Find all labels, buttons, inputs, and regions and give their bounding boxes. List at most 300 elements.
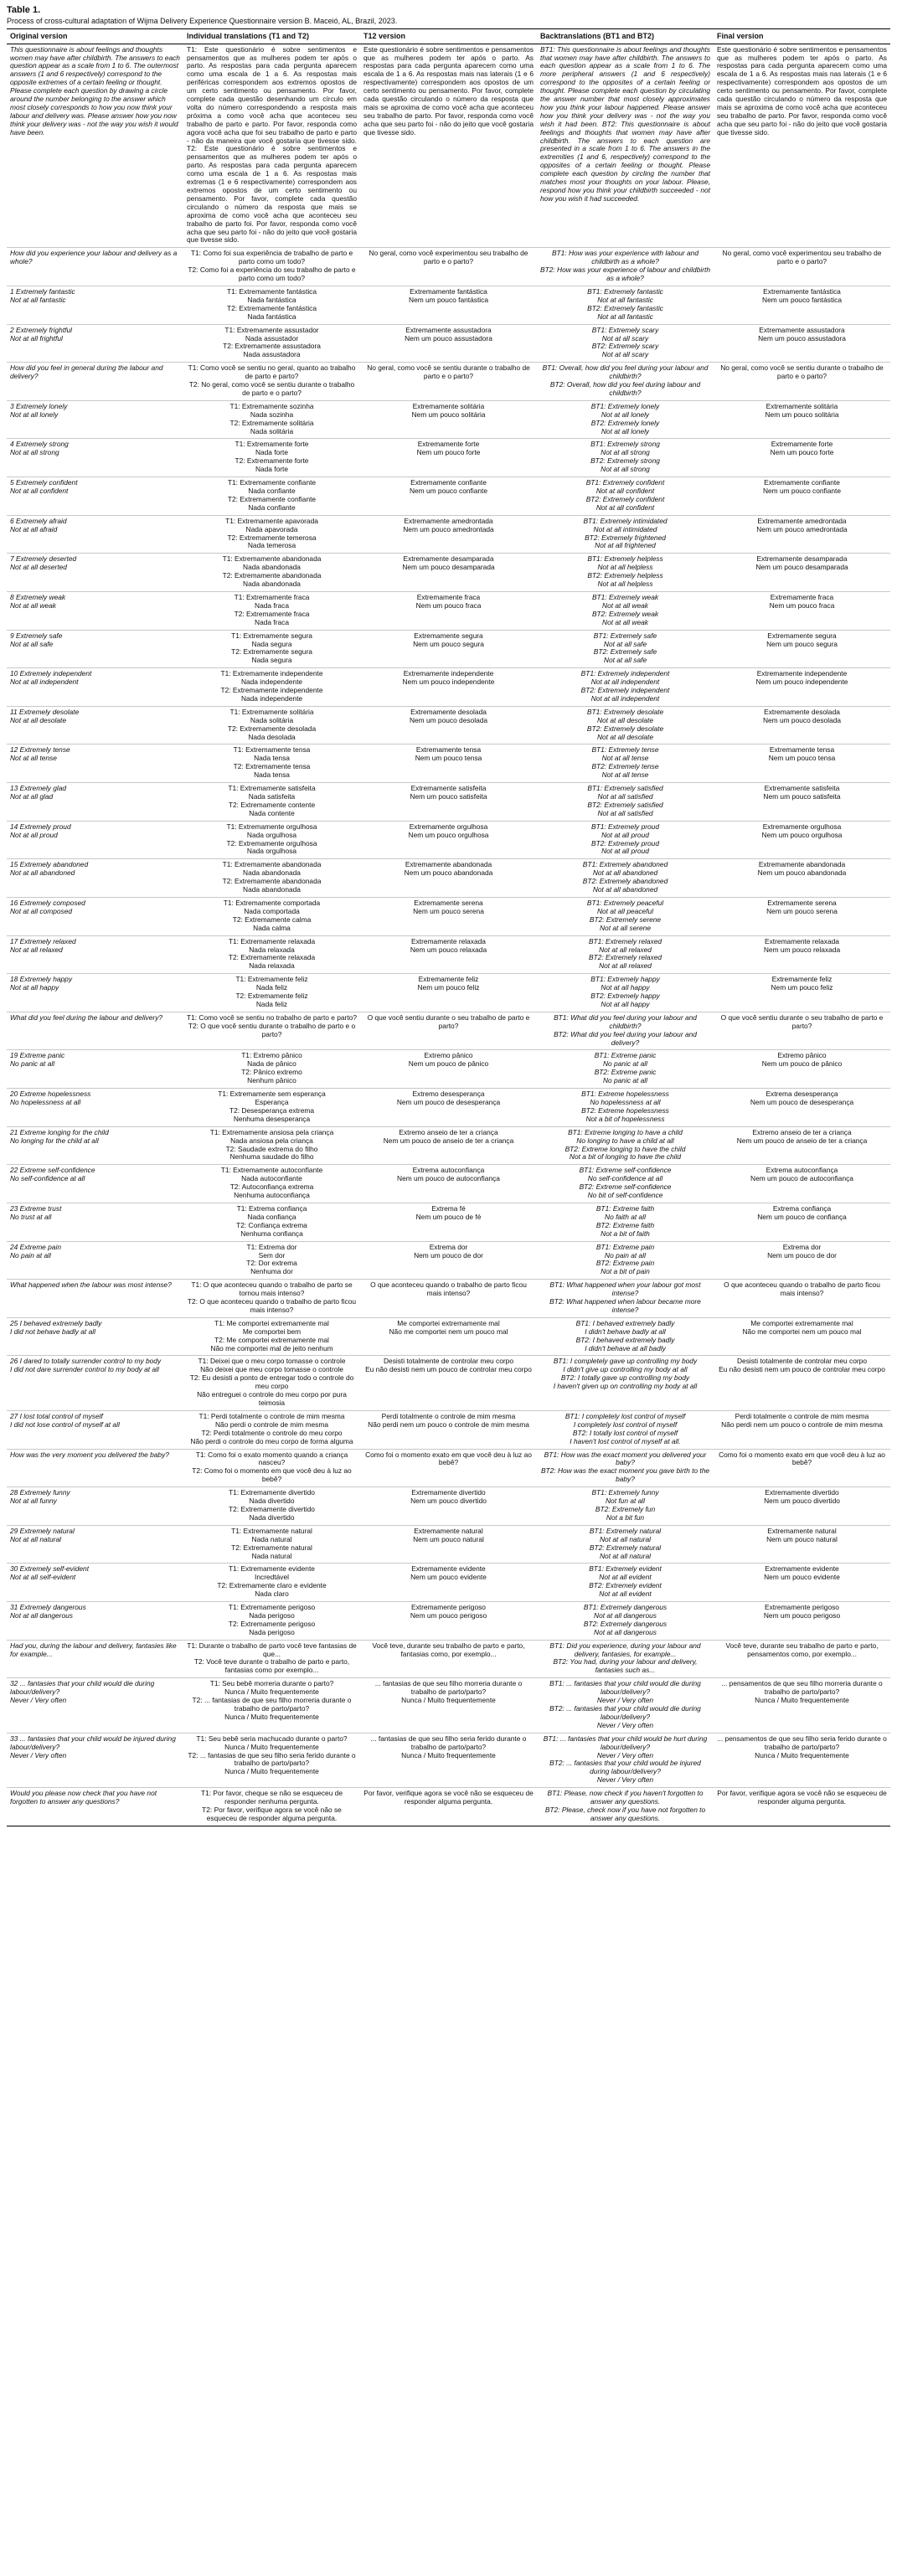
- question-row: [7, 1640, 890, 1678]
- cell-line: T2: Extremamente independente: [220, 686, 323, 695]
- cell-line: T2: O que você sentiu durante o trabalho de parto e o parto?: [188, 1021, 356, 1038]
- t12-cell: [360, 1788, 537, 1826]
- cell-line: Not at all desolate: [10, 715, 67, 724]
- cell-line: Nada ansiosa pela criança: [230, 1136, 313, 1145]
- cell-line: Extremamente relaxada: [765, 936, 839, 945]
- cell-line: T2: Pânico extremo: [241, 1068, 302, 1077]
- item-row: [7, 477, 890, 516]
- translation-cell: [183, 1564, 360, 1602]
- cell-line: 19 Extreme panic: [10, 1051, 65, 1060]
- backtranslation-cell: [537, 477, 714, 516]
- cell-line: 9 Extremely safe: [10, 631, 63, 640]
- item-row: [7, 668, 890, 707]
- cell-line: Not at all abandoned: [592, 868, 658, 878]
- cell-line: BT2: How was the exact moment you gave birth to the baby?: [540, 1466, 710, 1484]
- final-cell: [714, 44, 890, 248]
- table-body: [7, 44, 890, 1826]
- translation-cell: [183, 1788, 360, 1826]
- cell-line: No bit of self-confidence: [587, 1191, 663, 1200]
- cell-line: Not at all natural: [10, 1534, 61, 1543]
- cell-line: T2: Extremamente calma: [232, 914, 312, 924]
- item-row: [7, 1410, 890, 1449]
- cell-line: Never / Very often: [596, 1750, 654, 1759]
- translation-cell: [183, 744, 360, 783]
- cell-line: T1: Extremamente fraca: [234, 592, 310, 601]
- cell-line: Nem um pouco serena: [413, 906, 484, 915]
- original-cell: [7, 821, 183, 859]
- cell-line: Nem um pouco natural: [413, 1534, 484, 1543]
- cell-line: Nem um pouco tensa: [768, 754, 836, 763]
- cell-line: Nada orgulhosa: [246, 847, 297, 856]
- cell-line: T1: Perdi totalmente o controle de mim mesma: [198, 1411, 345, 1420]
- t12-cell: [360, 1241, 537, 1280]
- final-cell: [714, 324, 890, 363]
- cell-line: Extremamente satisfeita: [410, 784, 487, 793]
- backtranslation-cell: [537, 1640, 714, 1678]
- cell-line: T1: Por favor, cheque se não se esqueceu de responder nenhuma pergunta.: [200, 1789, 343, 1806]
- t12-cell: [360, 1678, 537, 1733]
- cell-line: Extremo pânico: [777, 1051, 827, 1060]
- cell-line: 17 Extremely relaxed: [10, 936, 76, 945]
- t12-cell: [360, 668, 537, 707]
- cell-line: 1 Extremely fantastic: [10, 286, 75, 296]
- cell-line: Not at all abandoned: [592, 885, 658, 894]
- original-cell: [7, 1089, 183, 1127]
- item-row: [7, 554, 890, 592]
- item-row: [7, 1165, 890, 1203]
- cell-line: Nem um pouco perigoso: [410, 1610, 487, 1620]
- cell-line: Not at all confident: [595, 502, 655, 512]
- translation-cell: [183, 477, 360, 516]
- cell-line: Extremamente solitária: [412, 401, 485, 410]
- item-row: [7, 974, 890, 1012]
- item-row: [7, 400, 890, 439]
- original-cell: [7, 630, 183, 668]
- cell-line: Nem um pouco orgulhosa: [408, 830, 489, 839]
- cell-line: T1: Extremamente comportada: [223, 898, 321, 907]
- cell-line: Nem um pouco segura: [766, 639, 838, 648]
- final-cell: [714, 1126, 890, 1165]
- translation-cell: [183, 1449, 360, 1487]
- cell-line: Nunca / Muito frequentemente: [224, 1687, 319, 1697]
- final-cell: [714, 1602, 890, 1641]
- item-row: [7, 630, 890, 668]
- cell-line: Not at all tense: [601, 770, 649, 780]
- cell-line: Nenhum pânico: [247, 1076, 296, 1085]
- t12-cell: [360, 400, 537, 439]
- cell-line: BT1: How was your experience with labour and childbirth as a whole?: [551, 249, 699, 266]
- cell-line: 7 Extremely deserted: [10, 554, 77, 564]
- t12-cell: [360, 1050, 537, 1089]
- translation-cell: [183, 591, 360, 630]
- cell-line: BT2: Extremely abandoned: [582, 877, 668, 886]
- t12-cell: [360, 591, 537, 630]
- cell-line: BT2: Extremely lonely: [590, 418, 660, 427]
- cell-line: BT2: Please, check now if you have not forgotten to answer any questions.: [544, 1805, 706, 1822]
- cell-line: Extremamente orgulhosa: [762, 822, 842, 831]
- cell-line: Nada solitária: [250, 715, 294, 724]
- translation-cell: [183, 821, 360, 859]
- cell-line: T1: Extremamente relaxada: [228, 936, 316, 945]
- cell-line: Extremamente evidente: [765, 1564, 839, 1574]
- table-header-row: [7, 29, 890, 44]
- backtranslation-cell: [537, 897, 714, 935]
- cell-line: Not at all relaxed: [599, 945, 652, 954]
- t12-cell: [360, 363, 537, 401]
- cell-line: Extrema confiança: [772, 1203, 832, 1213]
- item-row: [7, 1525, 890, 1564]
- cell-line: Nenhuma saudade do filho: [229, 1152, 314, 1162]
- original-cell: [7, 591, 183, 630]
- backtranslation-cell: [537, 1678, 714, 1733]
- cell-line: BT1: What did you feel during your labour and childbirth?: [554, 1012, 697, 1030]
- cell-line: Not at all independent: [10, 677, 79, 687]
- original-cell: [7, 1165, 183, 1203]
- cell-line: Extremamente tensa: [415, 745, 482, 755]
- question-row: [7, 248, 890, 286]
- cell-line: BT2: How was your experience of labour and childbirth as a whole?: [540, 265, 710, 283]
- cell-line: Not at all natural: [600, 1551, 651, 1560]
- cell-line: 28 Extremely funny: [10, 1488, 70, 1497]
- cell-line: Nem um pouco de autoconfiança: [750, 1174, 853, 1183]
- cell-line: Not at all desolate: [596, 732, 654, 741]
- final-cell: [714, 1203, 890, 1241]
- cell-line: BT2: I totally lost control of myself: [572, 1428, 678, 1437]
- cell-line: Me comportei bem: [242, 1327, 302, 1336]
- backtranslation-cell: [537, 859, 714, 898]
- cell-line: Nada perigoso: [249, 1610, 295, 1620]
- cell-line: BT2: Extremely frightened: [585, 533, 666, 542]
- final-cell: [714, 439, 890, 477]
- cell-line: Not at all lonely: [10, 410, 59, 419]
- item-row: [7, 897, 890, 935]
- cell-line: T2: Como foi o momento em que você deu à luz ao bebê?: [192, 1466, 352, 1484]
- cell-line: Nada natural: [251, 1551, 292, 1560]
- cell-line: 32 ... fantasies that your child would die during labour/delivery?: [10, 1679, 155, 1697]
- cell-line: Nem um pouco satisfeita: [410, 792, 487, 801]
- cell-line: BT1: Extremely strong: [590, 440, 660, 449]
- cell-line: ... fantasias de que seu filho morreria durante o trabalho de parto/parto?: [374, 1679, 523, 1697]
- backtranslation-cell: [537, 1449, 714, 1487]
- cell-line: No geral, como você experimentou seu trabalho de parto e o parto?: [722, 249, 882, 266]
- cell-line: Extremo anseio de ter a criança: [752, 1127, 852, 1136]
- cell-line: T2: Extremamente perigoso: [228, 1619, 316, 1628]
- final-cell: [714, 1050, 890, 1089]
- cell-line: T1: Como foi sua experiência de trabalho de parto e parto como um todo?: [190, 249, 353, 266]
- cell-line: T1: Extrema dor: [246, 1242, 297, 1251]
- cell-line: Not at all afraid: [10, 524, 58, 533]
- cell-line: Nada abandonada: [243, 563, 301, 572]
- backtranslation-cell: [537, 1733, 714, 1787]
- cell-line: Não me comportei nem um pouco mal: [742, 1327, 862, 1336]
- cell-line: How did you feel in general during the labour and delivery?: [10, 363, 163, 381]
- cell-line: BT2: I behaved extremely badly: [575, 1335, 675, 1344]
- cell-line: Nada claro: [255, 1589, 289, 1599]
- final-cell: [714, 1788, 890, 1826]
- original-cell: [7, 1525, 183, 1564]
- cell-line: BT2: You had, during your labour and delivery, fantasies such as...: [553, 1657, 698, 1675]
- cell-line: Extremamente segura: [414, 631, 483, 640]
- cell-line: Nem um pouco fantástica: [409, 295, 488, 304]
- final-cell: [714, 1317, 890, 1356]
- original-cell: [7, 363, 183, 401]
- cell-line: 29 Extremely natural: [10, 1526, 75, 1535]
- t12-cell: [360, 439, 537, 477]
- backtranslation-cell: [537, 974, 714, 1012]
- cell-line: Nada natural: [251, 1534, 292, 1543]
- cell-line: 24 Extreme pain: [10, 1242, 61, 1251]
- cell-line: Extremamente desolada: [764, 707, 840, 716]
- cell-line: BT2: What happened when labour became more intense?: [549, 1297, 701, 1314]
- t12-cell: [360, 1012, 537, 1050]
- cell-line: Nada sozinha: [250, 410, 294, 419]
- item-row: [7, 935, 890, 974]
- cell-line: Nada fantástica: [247, 295, 296, 304]
- original-cell: [7, 554, 183, 592]
- cell-line: T1: Extremamente confiante: [227, 478, 317, 487]
- cell-line: Nada divertido: [249, 1512, 295, 1522]
- cell-line: T1: Este questionário é sobre sentimentos e pensamentos que as mulheres podem ter após o parto. As respostas para cada pergunta aparecem como uma escala de 1 a 6. As respostas mais periféricas correspondem aos extremos opostos de um certo sentimento ou pensamento. Por favor, complete cada questão desenhando um círculo em volta do número correspondendo a resposta mais próxima a como você acha que aconteceu seu trabalho de parto e parto. Por favor, responda como agora você acha que foi seu trabalho de parto e parto - não da maneira que você gostaria que tivesse sido. T2: Este questionário é sobre sentimentos e pensamentos que as mulheres podem ter após o parto. As respostas para cada pergunta aparecem como uma escala de 1 a 6. As respostas mais extremas (1 e 6 respectivamente) correspondem aos extremos opostos de um certo sentimento ou pensamento. Por favor, complete cada questão circulando o número da resposta que mais se aproxima de como você acha que aconteceu seu trabalho de parto foi. Por favor, responda como você acha que seu parto foi - não do jeito que você gostaria que tivesse sido.: [187, 44, 357, 245]
- cell-line: I completely lost control of myself: [573, 1419, 678, 1429]
- cell-line: BT1: Extremely funny: [591, 1488, 659, 1497]
- original-cell: [7, 1788, 183, 1826]
- final-cell: [714, 1733, 890, 1787]
- cell-line: 15 Extremely abandoned: [10, 860, 89, 869]
- item-row: [7, 744, 890, 783]
- item-row: [7, 821, 890, 859]
- cell-line: Nada forte: [255, 448, 289, 457]
- original-cell: [7, 1050, 183, 1089]
- final-cell: [714, 668, 890, 707]
- cell-line: Nada confiante: [248, 487, 296, 496]
- cell-line: Nem um pouco amedrontada: [756, 524, 848, 533]
- backtranslation-cell: [537, 1356, 714, 1410]
- cell-line: Not at all happy: [601, 999, 650, 1008]
- cell-line: Não me comportei mal de jeito nenhum: [210, 1343, 333, 1352]
- cell-line: Not at all dangerous: [594, 1610, 657, 1620]
- cell-line: T1: Extremamente abandonada: [222, 554, 322, 564]
- cell-line: Este questionário é sobre sentimentos e pensamentos que as mulheres podem ter após o parto. As respostas para cada pergunta aparecem como uma escala de 1 a 6. As respostas mais nas laterais (1 e 6 respectivamente) correspondem aos opostos de um certo sentimento ou pensamento. Por favor, complete cada questão circulando o número da resposta que mais se aproxima de como você acha que aconteceu seu trabalho de parto. Por favor, responda como você acha que seu parto foi - não do jeito que você gostaria que tivesse sido.: [363, 44, 534, 137]
- backtranslation-cell: [537, 1203, 714, 1241]
- cell-line: Nunca / Muito frequentemente: [755, 1750, 849, 1759]
- cell-line: Not at all natural: [600, 1534, 651, 1543]
- cell-line: BT1: Extremely weak: [591, 592, 659, 601]
- item-row: [7, 1317, 890, 1356]
- cell-line: BT1: Extreme self-confidence: [579, 1166, 672, 1175]
- cell-line: T1: Extremamente divertido: [229, 1488, 315, 1497]
- cell-line: Nada solitária: [250, 426, 294, 435]
- backtranslation-cell: [537, 668, 714, 707]
- t12-cell: [360, 1089, 537, 1127]
- cell-line: 23 Extreme trust: [10, 1203, 62, 1213]
- original-cell: [7, 1449, 183, 1487]
- final-cell: [714, 706, 890, 744]
- final-cell: [714, 1165, 890, 1203]
- cell-line: What did you feel during the labour and delivery?: [10, 1012, 163, 1022]
- translation-cell: [183, 1050, 360, 1089]
- translation-cell: [183, 1487, 360, 1526]
- cell-line: Você teve, durante seu trabalho de parto e parto, fantasias como, por exemplo...: [372, 1641, 525, 1658]
- cell-line: Nada segura: [251, 639, 292, 648]
- header-individual-translations: Individual translations (T1 and T2): [183, 29, 360, 44]
- cell-line: BT1: Extreme panic: [594, 1051, 657, 1060]
- cell-line: Nada fraca: [255, 600, 289, 610]
- cell-line: 13 Extremely glad: [10, 784, 67, 793]
- cell-line: Nada fantástica: [247, 312, 296, 321]
- t12-cell: [360, 1449, 537, 1487]
- cell-line: Nada calma: [253, 923, 291, 932]
- final-cell: [714, 515, 890, 554]
- cell-line: BT2: Extreme faith: [595, 1220, 655, 1229]
- cell-line: Extremamente natural: [767, 1526, 837, 1535]
- cell-line: Nada feliz: [255, 983, 288, 992]
- cell-line: T1: Extremamente independente: [220, 669, 323, 678]
- t12-cell: [360, 1564, 537, 1602]
- final-cell: [714, 1089, 890, 1127]
- final-cell: [714, 935, 890, 974]
- translation-cell: [183, 1640, 360, 1678]
- cell-line: BT1: Extremely natural: [589, 1526, 662, 1535]
- final-cell: [714, 974, 890, 1012]
- cell-line: 14 Extremely proud: [10, 822, 71, 831]
- cell-line: No hopelessness at all: [10, 1098, 81, 1107]
- cell-line: Nem um pouco de anseio de ter a criança: [383, 1136, 514, 1145]
- cell-line: T2: Extremamente relaxada: [228, 953, 316, 962]
- cell-line: 8 Extremely weak: [10, 592, 66, 601]
- cell-line: Eu não desisti nem um pouco de controlar meu corpo: [719, 1365, 885, 1374]
- backtranslation-cell: [537, 1602, 714, 1641]
- cell-line: Nem um pouco relaxada: [410, 945, 487, 954]
- item-row: [7, 1126, 890, 1165]
- cell-line: O que aconteceu quando o trabalho de parto ficou mais intenso?: [370, 1280, 527, 1298]
- cell-line: BT2: Extremely serene: [589, 914, 662, 924]
- cell-line: 6 Extremely afraid: [10, 516, 67, 525]
- final-cell: [714, 1356, 890, 1410]
- final-cell: [714, 897, 890, 935]
- cell-line: Não perdi o controle do meu corpo de forma alguma: [190, 1436, 353, 1445]
- final-cell: [714, 591, 890, 630]
- cell-line: Desisti totalmente de controlar meu corpo: [736, 1357, 867, 1366]
- cell-line: Nem um pouco confiante: [409, 487, 488, 496]
- original-cell: [7, 1126, 183, 1165]
- cell-line: Extremamente assustadora: [759, 325, 845, 334]
- cell-line: Not at all proud: [601, 847, 649, 856]
- cell-line: Not at all abandoned: [10, 868, 75, 878]
- cell-line: T2: Por favor, verifique agora se você não se esqueceu de responder alguma pergunta.: [202, 1805, 342, 1822]
- cell-line: Não entreguei o controle do meu corpo por pura teimosia: [197, 1390, 347, 1408]
- backtranslation-cell: [537, 783, 714, 822]
- cell-line: Nem um pouco fraca: [415, 600, 482, 610]
- item-row: [7, 1564, 890, 1602]
- cell-line: BT1: Extremely fantastic: [587, 286, 663, 296]
- backtranslation-cell: [537, 821, 714, 859]
- cell-line: How was the very moment you delivered the baby?: [10, 1450, 169, 1459]
- item-row: [7, 706, 890, 744]
- cell-line: Not at all desolate: [596, 715, 654, 724]
- backtranslation-cell: [537, 1788, 714, 1826]
- backtranslation-cell: [537, 286, 714, 324]
- final-cell: [714, 554, 890, 592]
- original-cell: [7, 1203, 183, 1241]
- cell-line: Nada forte: [255, 465, 289, 474]
- cell-line: Nem um pouco de desesperança: [396, 1098, 501, 1107]
- original-cell: [7, 783, 183, 822]
- cell-line: Nada orgulhosa: [246, 830, 297, 839]
- cell-line: No panic at all: [10, 1059, 55, 1069]
- t12-cell: [360, 706, 537, 744]
- cell-line: BT1: Extremely confident: [585, 478, 665, 487]
- cell-line: T2: Perdi totalmente o controle do meu corpo: [201, 1428, 343, 1437]
- cell-line: Não me comportei nem um pouco mal: [389, 1327, 508, 1336]
- cell-line: Not at all evident: [599, 1589, 652, 1599]
- cell-line: Não perdi nem um pouco o controle de mim mesma: [721, 1419, 883, 1429]
- cell-line: Como foi o momento exato em que você deu à luz ao bebê?: [365, 1450, 532, 1467]
- cell-line: BT2: Extremely desolate: [586, 724, 664, 733]
- cell-line: Extrema dor: [782, 1242, 822, 1251]
- original-cell: [7, 1356, 183, 1410]
- cell-line: 26 I dared to totally surrender control to my body: [10, 1357, 162, 1366]
- cell-line: 31 Extremely dangerous: [10, 1603, 86, 1612]
- t12-cell: [360, 248, 537, 286]
- cell-line: Not a bit of faith: [601, 1229, 650, 1238]
- cell-line: Extremamente independente: [756, 669, 848, 678]
- adaptation-table: [7, 28, 890, 1826]
- cell-line: Nem um pouco solitária: [411, 410, 486, 419]
- t12-cell: [360, 324, 537, 363]
- cell-line: Nem um pouco de fé: [415, 1212, 482, 1221]
- t12-cell: [360, 783, 537, 822]
- cell-line: Not at all composed: [10, 906, 73, 915]
- cell-line: 27 I lost total control of myself: [10, 1411, 103, 1420]
- cell-line: BT1: Extreme longing to have a child: [568, 1127, 683, 1136]
- translation-cell: [183, 1525, 360, 1564]
- cell-line: No geral, como você se sentiu durante o trabalho de parto e o parto?: [720, 363, 884, 381]
- cell-line: BT1: Overall, how did you feel during your labour and childbirth?: [542, 363, 709, 381]
- translation-cell: [183, 44, 360, 248]
- cell-line: Not at all weak: [10, 600, 56, 610]
- cell-line: Nada independente: [240, 693, 303, 703]
- cell-line: T2: Extremamente fantástica: [226, 303, 317, 312]
- cell-line: No geral, como você experimentou seu trabalho de parto e o parto?: [369, 249, 528, 266]
- t12-cell: [360, 44, 537, 248]
- cell-line: ... pensamentos de que seu filho seria ferido durante o trabalho de parto/parto?: [717, 1734, 887, 1751]
- cell-line: BT2: Extremely dangerous: [583, 1619, 668, 1628]
- cell-line: No pain at all: [605, 1250, 646, 1260]
- cell-line: T1: Extremamente apavorada: [225, 516, 318, 525]
- backtranslation-cell: [537, 1050, 714, 1089]
- cell-line: BT1: ... fantasies that your child would die during labour/delivery?: [549, 1679, 701, 1697]
- cell-line: Nada autoconfiante: [241, 1174, 302, 1183]
- original-cell: [7, 1487, 183, 1526]
- cell-line: Nada de pânico: [247, 1059, 296, 1069]
- cell-line: T2: Confiança extrema: [236, 1220, 307, 1229]
- cell-line: Had you, during the labour and delivery, fantasies like for example...: [10, 1641, 177, 1658]
- item-row: [7, 1203, 890, 1241]
- original-cell: [7, 1564, 183, 1602]
- cell-line: No longing for the child at all: [10, 1136, 99, 1145]
- question-row: [7, 1280, 890, 1318]
- cell-line: Extremamente abandonada: [758, 860, 846, 869]
- cell-line: Nem um pouco fraca: [769, 600, 835, 610]
- cell-line: Not at all confident: [10, 487, 69, 496]
- item-row: [7, 1733, 890, 1787]
- cell-line: Por favor, verifique agora se você não se esqueceu de responder alguma pergunta.: [363, 1789, 534, 1806]
- t12-cell: [360, 859, 537, 898]
- translation-cell: [183, 1678, 360, 1733]
- cell-line: Extremo pânico: [424, 1051, 473, 1060]
- cell-line: Not a bit of pain: [601, 1267, 650, 1276]
- translation-cell: [183, 515, 360, 554]
